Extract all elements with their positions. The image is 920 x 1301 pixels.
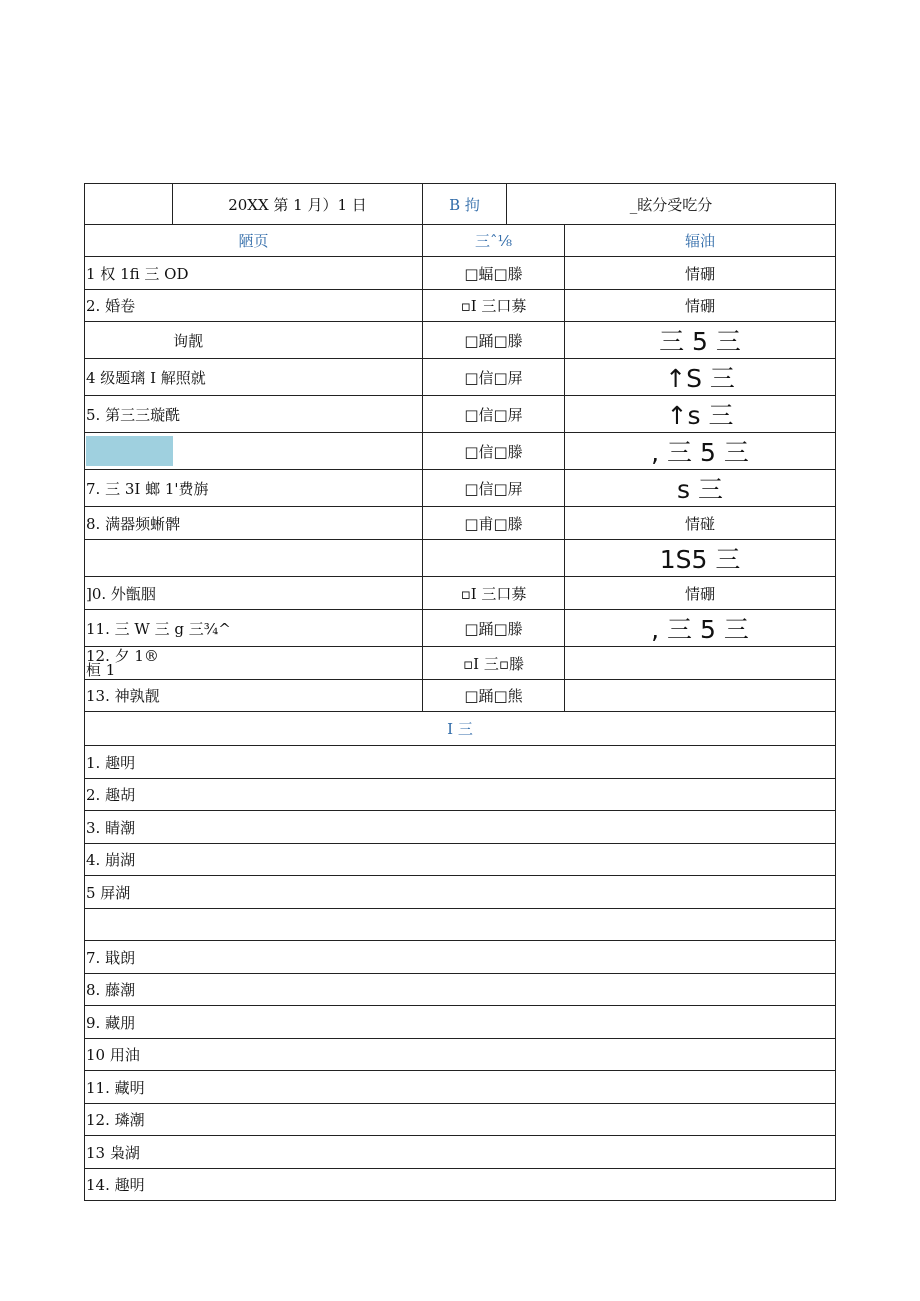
item-name — [85, 540, 423, 577]
item-name: 12. 夕 1® — [86, 647, 159, 665]
section2-row: 1. 趣明 — [85, 746, 836, 779]
highlight-block — [86, 436, 173, 466]
item-result: 三 5 三 — [565, 322, 836, 359]
item-choice: □踊□滕 — [423, 322, 565, 359]
item-result — [565, 647, 836, 680]
item-name: 13. 神孰靓 — [85, 680, 423, 712]
item-choice: □信□屏 — [423, 470, 565, 507]
document-table — [84, 183, 835, 1201]
item-result: 情硼 — [565, 290, 836, 322]
item-name: 2. 婚卷 — [85, 290, 423, 322]
header-date: 20XX 第 1 月）1 日 — [173, 184, 423, 225]
header-value-b: _眩分受吃分 — [507, 184, 836, 225]
section2-row: 4. 崩湖 — [85, 844, 836, 876]
section2-title: I 三 — [85, 712, 836, 746]
section2-row: 5 屏湖 — [85, 876, 836, 909]
item-name: 11. 三 W 三 g 三¾^ — [85, 610, 423, 647]
section2-row: 3. 睛潮 — [85, 811, 836, 844]
section2-row: 9. 藏朋 — [85, 1006, 836, 1039]
item-choice: □踊□熊 — [423, 680, 565, 712]
header-label-b: B 拘 — [423, 184, 507, 225]
section2-row: 10 用油 — [85, 1039, 836, 1071]
section2-row: 13 枭湖 — [85, 1136, 836, 1169]
item-name: ]0. 外甑胭 — [85, 577, 423, 610]
item-result — [565, 680, 836, 712]
section2-row: 14. 趣明 — [85, 1169, 836, 1201]
item-result: , 三 5 三 — [565, 610, 836, 647]
section2-row — [85, 909, 836, 941]
item-name: 7. 三 3I 螂 1'费旃 — [85, 470, 423, 507]
section2-row: 7. 戢朗 — [85, 941, 836, 974]
item-result: s 三 — [565, 470, 836, 507]
item-name: 8. 满器频蜥髀 — [85, 507, 423, 540]
column-header-item: 陋页 — [85, 225, 423, 257]
section2-row: 12. 璘潮 — [85, 1104, 836, 1136]
item-choice: ▫I 三口募 — [423, 577, 565, 610]
item-name: 询靓 — [85, 322, 423, 359]
item-name: 1 权 1fi 三 OD — [85, 257, 423, 290]
item-choice: □甫□滕 — [423, 507, 565, 540]
item-choice: ▫I 三口募 — [423, 290, 565, 322]
item-result: 情硼 — [565, 577, 836, 610]
section2-row: 8. 藤潮 — [85, 974, 836, 1006]
item-result: ↑S 三 — [565, 359, 836, 396]
item-choice: □信□屏 — [423, 396, 565, 433]
item-name-two-line — [85, 647, 423, 680]
item-choice: □信□滕 — [423, 433, 565, 470]
item-choice: ▫I 三▫滕 — [423, 647, 565, 680]
item-name: 4 级题璃 I 解照就 — [85, 359, 423, 396]
column-header-choice: 三ˆ⅛ — [423, 225, 565, 257]
item-choice: □蝠□滕 — [423, 257, 565, 290]
item-name-line2: 桓 1 — [86, 661, 116, 679]
item-result: 1S5 三 — [565, 540, 836, 577]
item-result: ↑s 三 — [565, 396, 836, 433]
item-choice: □信□屏 — [423, 359, 565, 396]
column-header-result: 辐油 — [565, 225, 836, 257]
item-choice: □踊□滕 — [423, 610, 565, 647]
item-result: , 三 5 三 — [565, 433, 836, 470]
item-result: 情硼 — [565, 257, 836, 290]
section2-row: 11. 藏明 — [85, 1071, 836, 1104]
item-result: 情碰 — [565, 507, 836, 540]
header-empty-cell — [85, 184, 173, 225]
section2-row: 2. 趣胡 — [85, 779, 836, 811]
item-choice — [423, 540, 565, 577]
item-name: 5. 第三三璇酰 — [85, 396, 423, 433]
item-name-highlighted — [85, 433, 423, 470]
